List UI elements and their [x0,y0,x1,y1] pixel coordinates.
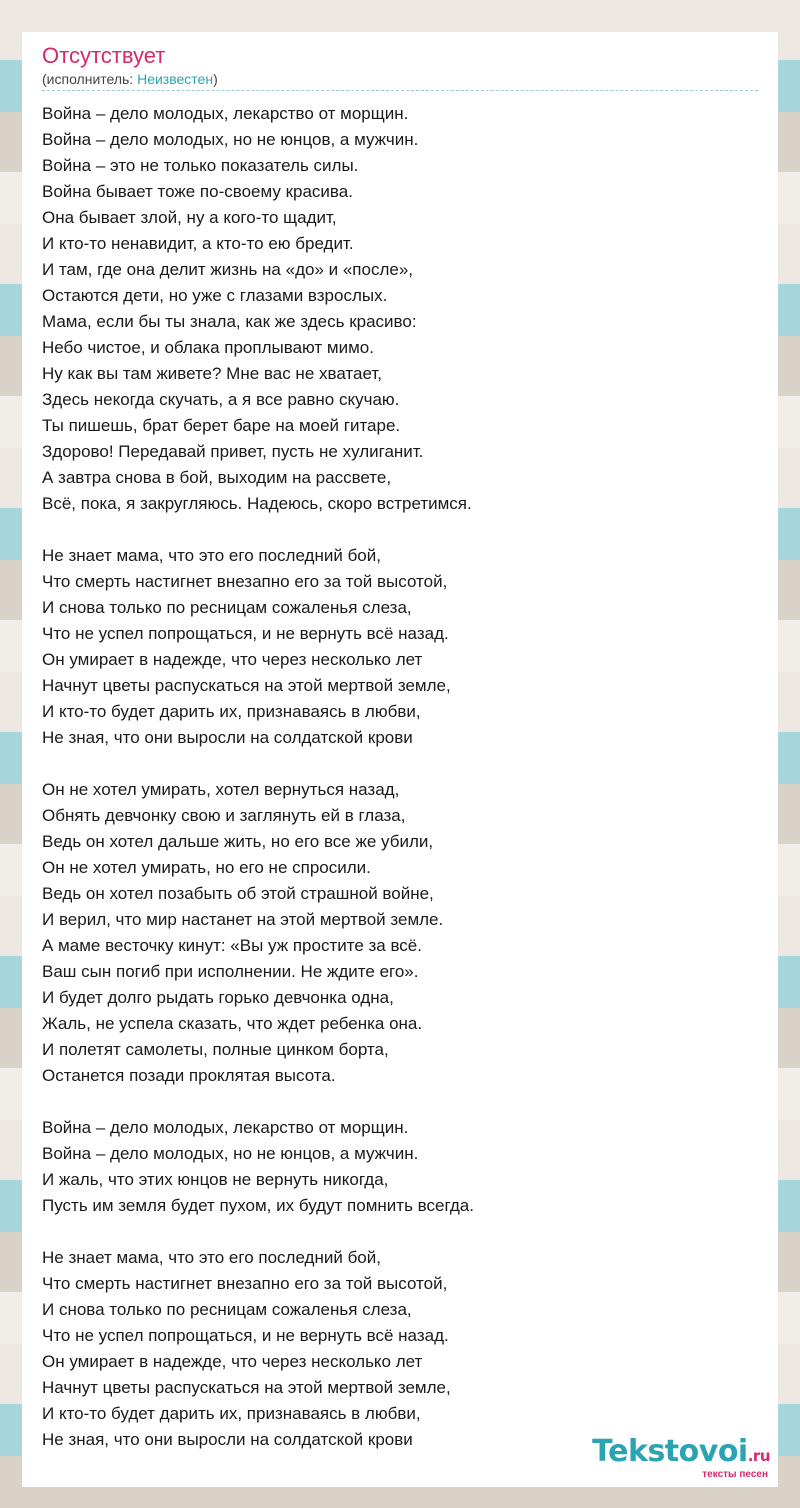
lyrics-line: Ваш сын погиб при исполнении. Не ждите его». [42,962,419,981]
performer-link[interactable]: Неизвестен [137,71,214,87]
lyrics-line: Он умирает в надежде, что через несколько лет [42,650,423,669]
lyrics-line: Война – это не только показатель силы. [42,156,359,175]
lyrics-line: Остаются дети, но уже с глазами взрослых. [42,286,388,305]
lyrics-line: И будет долго рыдать горько девчонка одна, [42,988,394,1007]
lyrics-line: Война – дело молодых, но не юнцов, а мужчин. [42,1144,419,1163]
lyrics-line: И полетят самолеты, полные цинком борта, [42,1040,389,1059]
lyrics-line: И кто-то ненавидит, а кто-то ею бредит. [42,234,354,253]
lyrics-line: Война – дело молодых, но не юнцов, а мужчин. [42,130,419,149]
lyrics-line: Останется позади проклятая высота. [42,1066,336,1085]
performer-line [42,70,758,91]
lyrics-line: И кто-то будет дарить их, признаваясь в любви, [42,702,421,721]
lyrics-stanza [42,101,758,517]
lyrics-line: Обнять девчонку свою и заглянуть ей в глаза, [42,806,406,825]
logo-main-text: Tekstovoi [592,1434,748,1469]
logo-wordmark [592,1436,770,1472]
lyrics-line: Здесь некогда скучать, а я все равно скучаю. [42,390,400,409]
lyrics-line: Что не успел попрощаться, и не вернуть всё назад. [42,1326,449,1345]
logo-subtitle: тексты песен [702,1469,768,1480]
lyrics-stanza [42,1245,758,1453]
lyrics-stanza [42,543,758,751]
lyrics-line: И кто-то будет дарить их, признаваясь в любви, [42,1404,421,1423]
lyrics-line: Не знает мама, что это его последний бой, [42,1248,381,1267]
lyrics-line: Война – дело молодых, лекарство от морщин. [42,104,409,123]
lyrics-line: А завтра снова в бой, выходим на рассвете, [42,468,392,487]
lyrics-line: Не знает мама, что это его последний бой, [42,546,381,565]
lyrics-line: Не зная, что они выросли на солдатской крови [42,1430,413,1449]
lyrics-line: И верил, что мир настанет на этой мертвой земле. [42,910,444,929]
lyrics-line: Небо чистое, и облака проплывают мимо. [42,338,374,357]
lyrics-text [42,101,758,1453]
lyrics-line: Он не хотел умирать, но его не спросили. [42,858,371,877]
lyrics-line: И снова только по ресницам сожаленья слеза, [42,598,412,617]
lyrics-line: Ну как вы там живете? Мне вас не хватает, [42,364,382,383]
lyrics-line: Не зная, что они выросли на солдатской крови [42,728,413,747]
lyrics-line: И жаль, что этих юнцов не вернуть никогда, [42,1170,389,1189]
song-title: Отсутствует [42,43,166,68]
lyrics-line: Пусть им земля будет пухом, их будут помнить всегда. [42,1196,474,1215]
lyrics-line: И снова только по ресницам сожаленья слеза, [42,1300,412,1319]
lyrics-line: И там, где она делит жизнь на «до» и «после», [42,260,414,279]
lyrics-line: Что не успел попрощаться, и не вернуть всё назад. [42,624,449,643]
lyrics-line: Ты пишешь, брат берет баре на моей гитаре. [42,416,401,435]
lyrics-line: Что смерть настигнет внезапно его за той высотой, [42,572,448,591]
lyrics-line: Ведь он хотел позабыть об этой страшной войне, [42,884,434,903]
lyrics-line: Он не хотел умирать, хотел вернуться назад, [42,780,400,799]
lyrics-line: Начнут цветы распускаться на этой мертвой земле, [42,676,451,695]
lyrics-line: А маме весточку кинут: «Вы уж простите за всё. [42,936,422,955]
lyrics-line: Начнут цветы распускаться на этой мертвой земле, [42,1378,451,1397]
lyrics-line: Жаль, не успела сказать, что ждет ребенка она. [42,1014,423,1033]
lyrics-line: Война – дело молодых, лекарство от морщин. [42,1118,409,1137]
site-logo[interactable] [592,1436,770,1480]
lyrics-line: Она бывает злой, ну а кого-то щадит, [42,208,337,227]
lyrics-line: Война бывает тоже по-своему красива. [42,182,353,201]
lyrics-stanza [42,1115,758,1219]
lyrics-line: Ведь он хотел дальше жить, но его все же убили, [42,832,434,851]
logo-tld: .ru [747,1447,770,1465]
lyrics-line: Здорово! Передавай привет, пусть не хулиганит. [42,442,424,461]
lyrics-stanza [42,777,758,1089]
lyrics-line: Всё, пока, я закругляюсь. Надеюсь, скоро встретимся. [42,494,472,513]
lyrics-line: Мама, если бы ты знала, как же здесь красиво: [42,312,417,331]
lyrics-line: Что смерть настигнет внезапно его за той высотой, [42,1274,448,1293]
performer-suffix: ) [213,71,218,87]
lyrics-card [22,32,778,1487]
performer-prefix: (исполнитель: [42,71,138,87]
lyrics-line: Он умирает в надежде, что через несколько лет [42,1352,423,1371]
